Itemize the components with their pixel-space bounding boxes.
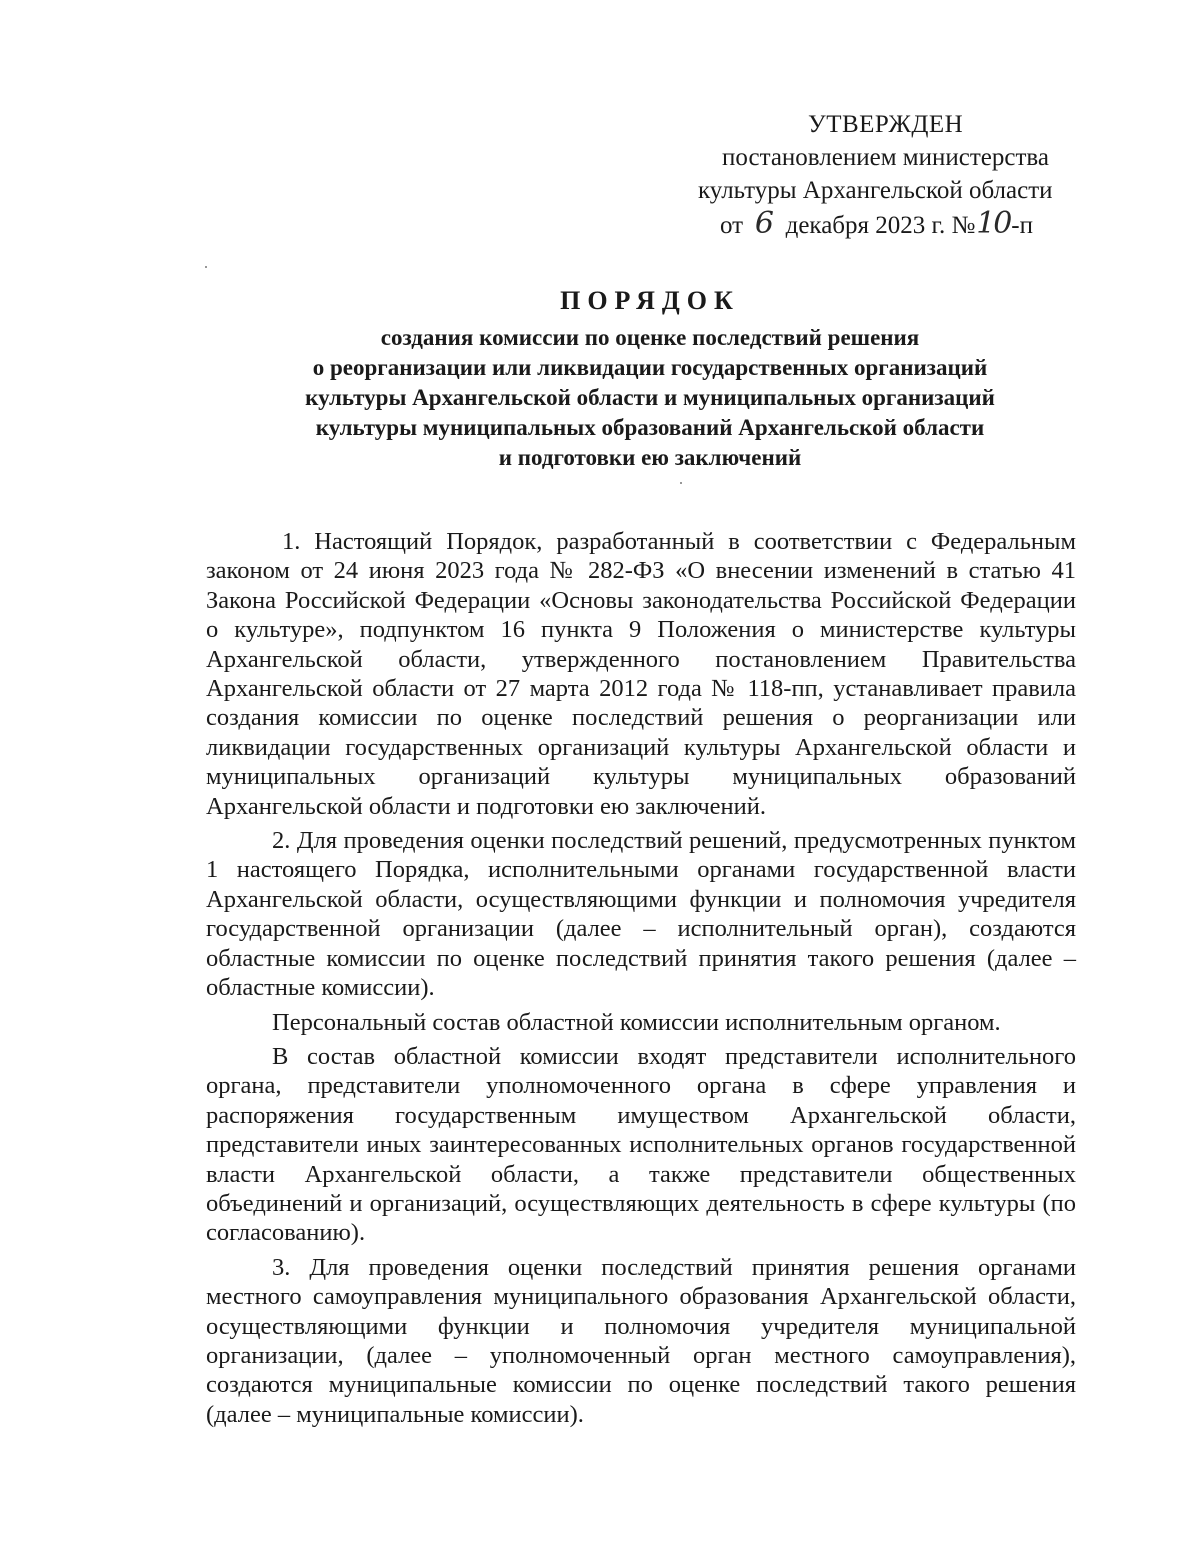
approval-line-3-prefix: от	[720, 212, 750, 239]
approval-heading: УТВЕРЖДЕН	[808, 111, 964, 138]
paragraph-3: 3. Для проведения оценки последствий принятия решения органами местного самоуправления муниципального образования Архангельской области, осуществляющими функции и полномочия учредителя муниципальной организации, (далее – уполномоченный орган местного самоуправления), создаются муниципальные комиссии по оценке последствий такого решения (далее – муниципальные комиссии).	[206, 1253, 1076, 1428]
paragraph-2: 2. Для проведения оценки последствий решений, предусмотренных пунктом 1 настоящего Порядка, исполнительными органами государственной власти Архангельской области, осуществляющими функции и полномочия учредителя государственной организации (далее – исполнительный орган), создаются областные комиссии по оценке последствий принятия такого решения (далее – областные комиссии).	[206, 827, 1076, 1002]
subtitle-line: культуры Архангельской области и муниципальных организаций	[305, 385, 995, 410]
approval-line-3	[690, 207, 1090, 242]
paragraph-1: 1. Настоящий Порядок, разработанный в соответствии с Федеральным законом от 24 июня 2023 года № 282-ФЗ «О внесении изменений в статью 41 Закона Российской Федерации «Основы законодательства Российской Федерации о культуре», подпунктом 16 пункта 9 Положения о министерстве культуры Архангельской области, утвержденного постановлением Правительства Архангельской области от 27 марта 2012 года № 118-пп, устанавливает правила создания комиссии по оценке последствий решения о реорганизации или ликвидации государственных организаций культуры Архангельской области и муниципальных организаций культуры муниципальных образований Архангельской области и подготовки ею заключений.	[206, 528, 1076, 820]
document-title: ПОРЯДОК	[560, 286, 740, 315]
subtitle-line: о реорганизации или ликвидации государственных организаций	[312, 355, 988, 380]
document-title-block	[200, 285, 1100, 473]
approval-line-1: постановлением министерства	[722, 144, 1049, 171]
subtitle-line: культуры муниципальных образований Архангельской области	[315, 415, 985, 440]
scan-speck	[205, 266, 207, 268]
subtitle-line: и подготовки ею заключений	[498, 445, 802, 470]
handwritten-number: 10	[976, 206, 1011, 241]
approval-line-3-middle: декабря 2023 г. №	[779, 212, 976, 239]
paragraph-composition-note: Персональный состав областной комиссии исполнительным органом.	[272, 1008, 1001, 1036]
approval-stamp-block	[690, 108, 1090, 242]
handwritten-day: 6	[754, 206, 774, 241]
document-body	[206, 527, 1076, 1429]
document-subtitle	[200, 323, 1100, 473]
approval-line-3-suffix: -п	[1011, 212, 1034, 239]
approval-line-2: культуры Архангельской области	[698, 177, 1053, 204]
subtitle-line: создания комиссии по оценке последствий решения	[380, 325, 920, 350]
paragraph-commission-members: В состав областной комиссии входят представители исполнительного органа, представители уполномоченного органа в сфере управления и распоряжения государственным имуществом Архангельской области, представители иных заинтересованных исполнительных органов государственной власти Архангельской области, а также представители общественных объединений и организаций, осуществляющих деятельность в сфере культуры (по согласованию).	[206, 1042, 1076, 1247]
scan-speck	[680, 482, 682, 484]
